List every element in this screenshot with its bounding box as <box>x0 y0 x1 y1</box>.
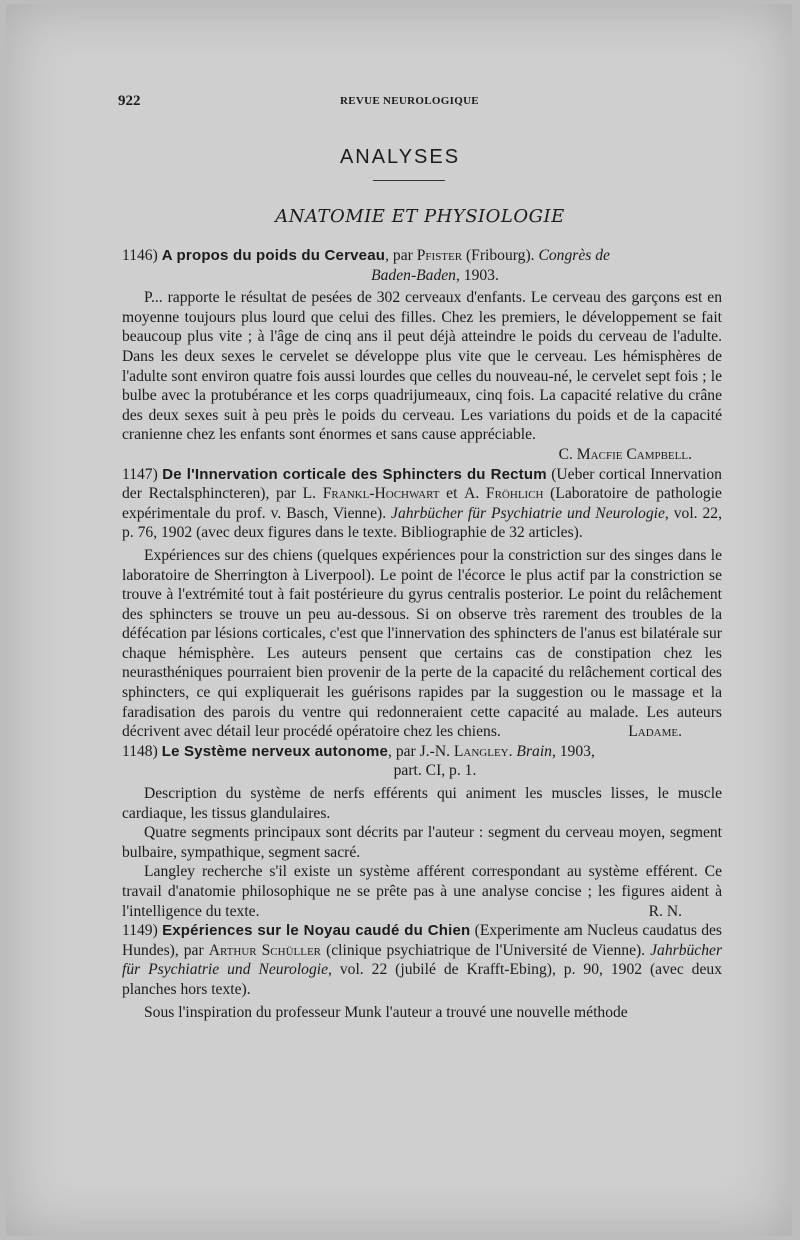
entry-citation: , vol. 22 (jubilé de Krafft-Ebing), p. 90, 1902 (avec deux planches hors texte). <box>122 961 722 998</box>
entry-author: A. Fröhlich <box>464 485 544 503</box>
entry-citation-line2: part. CI, p. 1. <box>393 762 477 780</box>
entry-author: J.-N. Langley <box>419 742 509 760</box>
entry-1148 <box>122 742 722 921</box>
entry-sep: . <box>508 742 517 760</box>
entry-body: P... rapporte le résultat de pesées de 302 cerveaux d'enfants. Le cerveau des garçons est en moyenne toujours plus lourd que celui des filles. Chez les premiers, le développement se fait beaucoup plus vite ; à l'âge de cinq ans il peut déjà atteindre le poids du cerveau de l'adulte. Dans les deux sexes le cervelet se développe plus vite que le cerveau. Les hémisphères de l'adulte sont environ quatre fois aussi lourdes que celles du nouveau-né, le cervelet sept fois ; le bulbe avec la protubérance et les corps quadrijumeaux, cinq fois. La capacité relative du crâne des deux sexes suit à peu près le poids du cerveau. Les variations du poids et de la capacité cranienne chez les enfants sont énormes et sans cause appréciable. <box>122 289 722 444</box>
entry-citation: , vol. 22, p. 76, 1902 (avec deux figures dans le texte. Bibliographie de 32 articles). <box>122 504 723 542</box>
entry-year: , 1903, <box>551 742 595 760</box>
entry-1146 <box>122 246 722 465</box>
section-title: ANALYSES <box>339 146 461 168</box>
entry-body <box>122 546 722 742</box>
entry-1147-heading <box>122 465 722 543</box>
entry-journal: Jahrbücher für Psychiatrie und Neurologie <box>122 941 723 979</box>
entry-1149-heading <box>122 921 722 999</box>
entry-signature-line <box>122 445 722 465</box>
entry-number: 1146) <box>122 247 158 264</box>
entry-affiliation: (clinique psychiatrique de l'Université de Vienne). <box>321 941 651 959</box>
entry-par: , par <box>385 247 417 264</box>
entry-number: 1148) <box>122 742 158 760</box>
title-rule <box>373 180 445 181</box>
entry-number: 1147) <box>122 465 158 483</box>
page-header <box>118 93 724 111</box>
entry-source: Congrès de <box>538 247 610 264</box>
entry-body: Description du système de nerfs efférents qui animent les muscles lisses, le muscle cardiaque, les tissus glandulaires. <box>122 785 722 822</box>
entry-author: Pfister <box>416 247 463 264</box>
entry-1148-heading <box>122 742 722 781</box>
entry-body-text: Expériences sur des chiens (quelques expériences pour la constriction sur des singes dans le laboratoire de Sherrington à Liverpool). Le point de l'écorce le plus actif par la constriction se trouve à l'extrémité tout à fait postérieure du gyrus centralis posterior. Le point du relâchement des sphincters se trouve un peu au-dessous. Si on observe très rarement des troubles de la défécation par lésions corticales, c'est que l'innervation des sphincters de l'anus est bilatérale sur chaque hémisphère. Les auteurs pensent que certains cas de constipation chez les neurasthéniques pourraient bien provenir de la perte de la capacité du relâchement cortical des sphincters, ce qui expliquerait les guérisons rapides par la suggestion ou le massage et la faradisation des parois du ventre qui redonneraient cette capacité au malade. Les auteurs décrivent avec détail leur procédé opératoire chez les chiens. <box>122 546 722 741</box>
entry-title: Expériences sur le Noyau caudé du Chien <box>162 922 471 940</box>
entry-body: Quatre segments principaux sont décrits par l'auteur : segment du cerveau moyen, segment bulbaire, sympathique, segment sacré. <box>122 824 722 861</box>
entry-signature: R. N. <box>648 902 682 920</box>
entry-author: L. Frankl-Hochwart <box>302 485 440 503</box>
entry-affiliation: (Fribourg). <box>462 247 539 264</box>
entry-affiliation: (Laboratoire de pathologie expérimentale du prof. v. Basch, Vienne). <box>122 485 722 522</box>
entry-and: et <box>439 485 465 503</box>
entry-journal: Jahrbücher für Psychiatrie und Neurologie <box>391 504 665 522</box>
entry-year: , 1903. <box>455 266 499 284</box>
subsection-title: ANATOMIE ET PHYSIOLOGIE <box>275 206 565 227</box>
entry-body <box>122 862 722 921</box>
entry-source-line2 <box>122 266 722 286</box>
entry-title: Le Système nerveux autonome <box>161 742 389 760</box>
entry-signature: Ladame. <box>628 723 682 741</box>
entry-number: 1149) <box>122 922 158 940</box>
entry-title: De l'Innervation corticale des Sphincters du Rectum <box>162 465 547 483</box>
article-text <box>122 246 722 1022</box>
entry-body-text: Langley recherche s'il existe un système afférent correspondant au système efférent. Ce travail d'anatomie philosophique ne se prête pas à une analyse concise ; les figures aident à l'intelligence du texte. <box>122 863 722 920</box>
entry-1149 <box>122 921 722 1022</box>
entry-par: , par <box>388 742 420 760</box>
entry-journal: Brain <box>516 742 552 760</box>
entry-author: Arthur Schüller <box>208 941 322 959</box>
entry-1147 <box>122 465 722 742</box>
entry-detail: (Ueber cortical Innervation der Rectalsphincteren), par <box>122 465 722 503</box>
entry-source-city: Baden-Baden <box>371 266 456 284</box>
entry-body: Sous l'inspiration du professeur Munk l'auteur a trouvé une nouvelle méthode <box>144 1003 628 1021</box>
entry-signature: C. Macfie Campbell. <box>558 445 692 463</box>
entry-detail: (Experimente am Nucleus caudatus des Hundes), par <box>122 922 723 959</box>
page-number: 922 <box>118 93 141 109</box>
entry-1146-heading <box>122 246 722 285</box>
running-head: REVUE NEUROLOGIQUE <box>340 95 479 107</box>
entry-title: A propos du poids du Cerveau <box>161 247 386 264</box>
